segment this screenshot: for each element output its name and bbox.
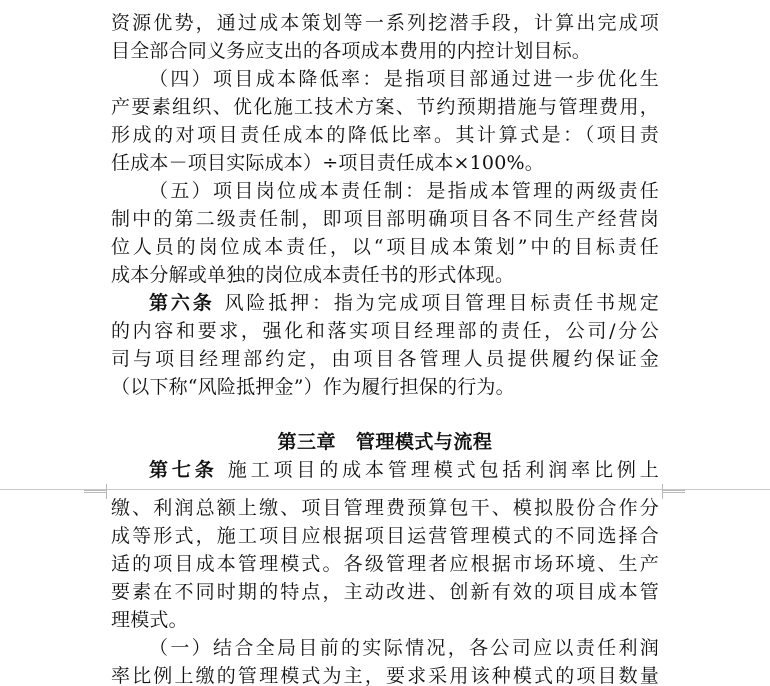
text-line: 目全部合同义务应支出的各项成本费用的内控计划目标。 xyxy=(111,40,592,62)
paragraph-4-first-line: （四）项目成本降低率：是指项目部通过进一步优化生 xyxy=(149,68,659,90)
text-line: 司与项目经理部约定，由项目各管理人员提供履约保证金 xyxy=(111,348,659,370)
chapter-title: 管理模式与流程 xyxy=(355,431,493,453)
text-line: 理模式。 xyxy=(111,609,188,631)
paragraph-5-first-line: （五）项目岗位成本责任制：是指成本管理的两级责任 xyxy=(149,180,659,202)
article-6-first-line xyxy=(149,289,659,317)
text-line: 产要素组织、优化施工技术方案、节约预期措施与管理费用， xyxy=(111,96,659,118)
chapter-heading xyxy=(0,428,770,456)
text-line: 资源优势，通过成本策划等一系列挖潜手段，计算出完成项 xyxy=(111,12,659,34)
text-line: 率比例上缴的管理模式为主，要求采用该种模式的项目数量 xyxy=(111,665,659,686)
text-line: 缴、利润总额上缴、项目管理费预算包干、模拟股份合作分 xyxy=(111,497,659,519)
article-7-text: 施工项目的成本管理模式包括利润率比例上 xyxy=(227,459,659,481)
crop-mark-icon xyxy=(662,490,685,499)
text-line: 的内容和要求，强化和落实项目经理部的责任，公司/分公 xyxy=(111,320,659,342)
text-line: 要素在不同时期的特点，主动改进、创新有效的项目成本管 xyxy=(111,581,659,603)
text-line: 制中的第二级责任制，即项目部明确项目各不同生产经营岗 xyxy=(111,208,659,230)
chapter-number: 第三章 xyxy=(277,431,337,453)
text-line: 形成的对项目责任成本的降低比率。其计算式是：（项目责 xyxy=(111,124,659,146)
article-7-label: 第七条 xyxy=(149,459,218,481)
article-6-text: 风险抵押：指为完成项目管理目标责任书规定 xyxy=(224,292,659,314)
page-break-line xyxy=(0,489,770,490)
text-line: 成本分解或单独的岗位成本责任书的形式体现。 xyxy=(111,264,515,286)
text-line: 位人员的岗位成本责任，以“项目成本策划”中的目标责任 xyxy=(111,236,659,258)
crop-mark-icon xyxy=(84,490,107,499)
text-line: 适的项目成本管理模式。各级管理者应根据市场环境、生产 xyxy=(111,553,659,575)
text-line: （以下称“风险抵押金”）作为履行担保的行为。 xyxy=(111,376,515,398)
article-7-first-line xyxy=(149,456,659,484)
article-6-label: 第六条 xyxy=(149,292,215,314)
text-line: 成等形式，施工项目应根据项目运营管理模式的不同选择合 xyxy=(111,525,659,547)
item-1-first-line: （一）结合全局目前的实际情况，各公司应以责任利润 xyxy=(149,637,659,659)
text-line: 任成本－项目实际成本）÷项目责任成本×100%。 xyxy=(111,152,544,174)
